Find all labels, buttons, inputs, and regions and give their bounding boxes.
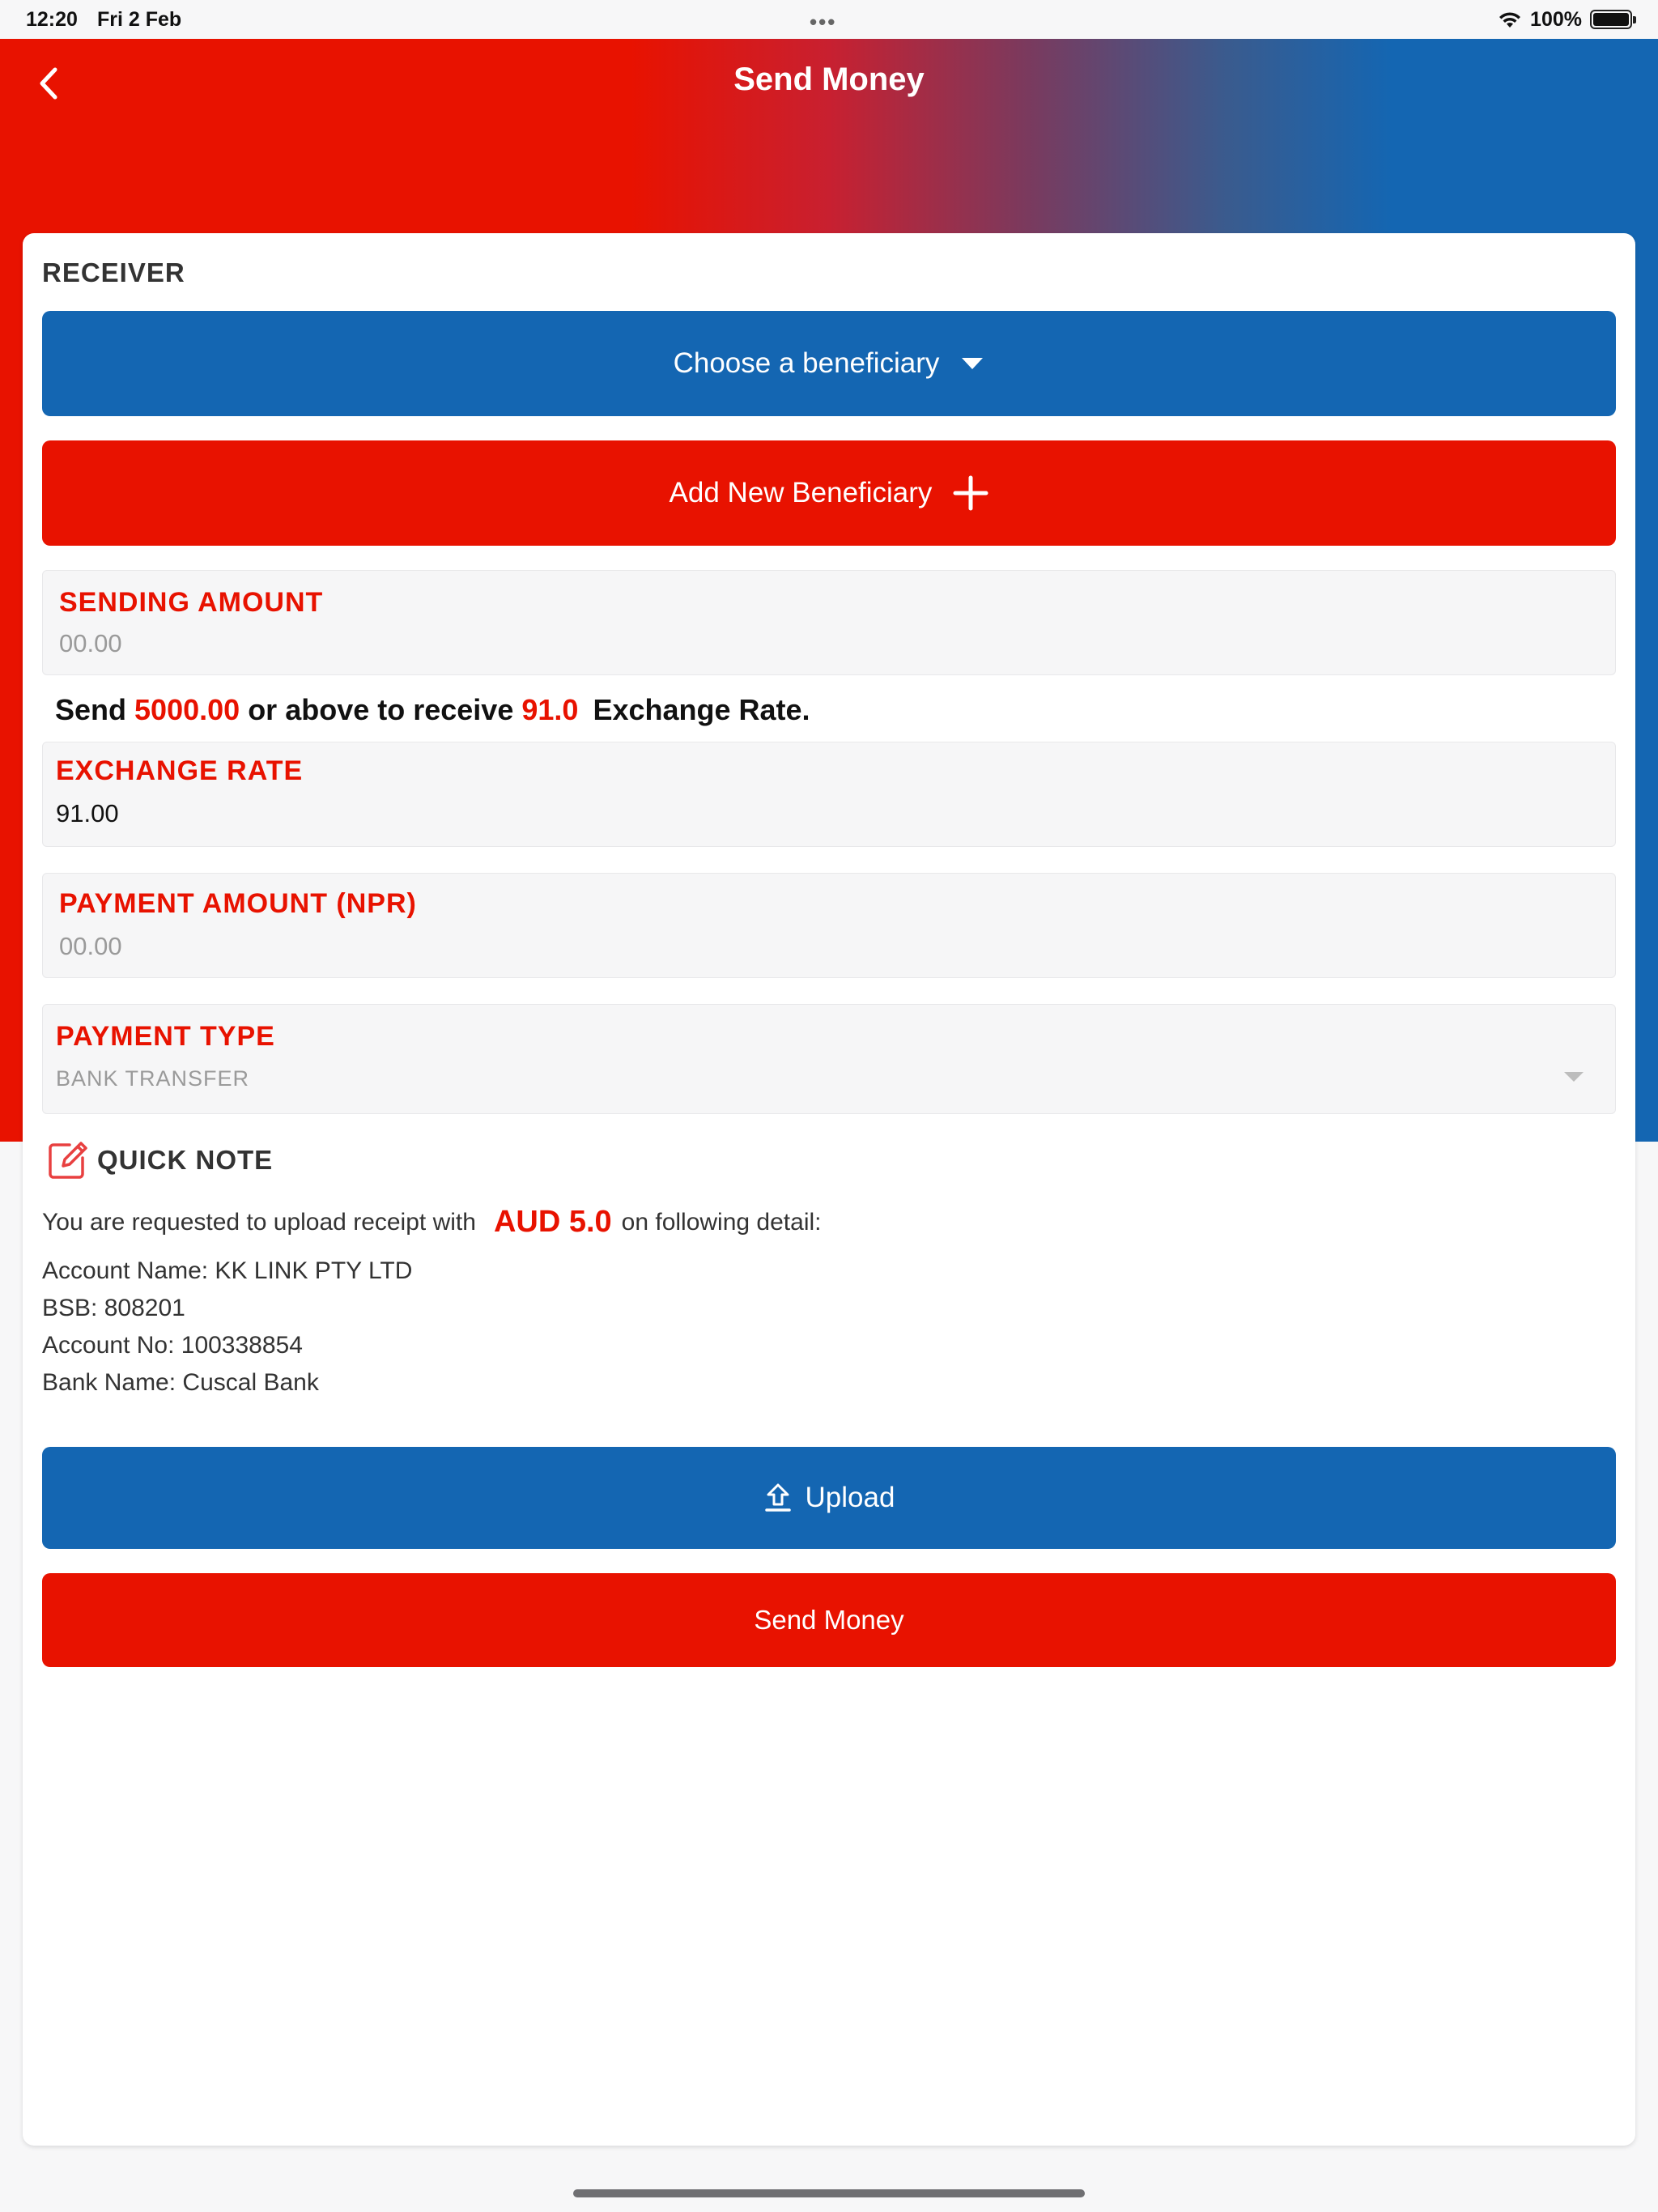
battery-icon (1590, 10, 1632, 29)
promo-rate: 91.0 (521, 693, 579, 726)
request-suffix: on following detail: (621, 1208, 822, 1236)
request-prefix: You are requested to upload receipt with (42, 1208, 476, 1236)
add-new-beneficiary-button[interactable] (42, 440, 1616, 546)
account-number-text: Account No: 100338854 (42, 1332, 303, 1359)
send-money-label: Send Money (754, 1605, 904, 1635)
status-time: 12:20 (26, 7, 78, 31)
choose-beneficiary-label: Choose a beneficiary (673, 347, 940, 379)
request-amount: AUD 5.0 (493, 1205, 612, 1239)
payment-amount-input[interactable]: 00.00 (59, 932, 122, 960)
upload-label: Upload (805, 1482, 895, 1513)
quick-note-label: QUICK NOTE (97, 1145, 274, 1175)
multitasking-dots[interactable]: ••• (810, 10, 837, 34)
payment-type-select[interactable] (42, 1004, 1616, 1114)
battery-percent: 100% (1530, 7, 1582, 31)
send-money-button[interactable] (42, 1573, 1616, 1667)
status-bar (0, 0, 1658, 39)
plus-icon (953, 475, 988, 511)
home-indicator[interactable] (573, 2189, 1085, 2197)
account-name-text: Account Name: KK LINK PTY LTD (42, 1257, 413, 1284)
status-date: Fri 2 Feb (96, 7, 182, 31)
payment-type-value: BANK TRANSFER (56, 1066, 250, 1091)
bsb-text: BSB: 808201 (42, 1295, 185, 1321)
exchange-rate-label: EXCHANGE RATE (56, 755, 304, 786)
promo-amount: 5000.00 (134, 693, 240, 726)
sending-amount-field[interactable] (42, 570, 1616, 675)
caret-down-icon (960, 356, 984, 371)
payment-amount-label: PAYMENT AMOUNT (NPR) (59, 888, 417, 919)
sending-amount-input[interactable]: 00.00 (59, 629, 122, 657)
send-money-form-card (23, 233, 1635, 2146)
exchange-rate-value: 91.00 (56, 799, 119, 827)
promo-prefix: Send (55, 693, 127, 726)
promo-suffix: Exchange Rate. (593, 693, 810, 726)
receiver-section-label: RECEIVER (42, 257, 185, 287)
add-new-beneficiary-label: Add New Beneficiary (669, 477, 933, 508)
upload-request-text (42, 1205, 821, 1240)
wifi-icon (1498, 10, 1522, 29)
quick-note-header (45, 1138, 273, 1182)
page-title: Send Money (733, 62, 925, 97)
promo-middle: or above to receive (248, 693, 514, 726)
navigation-bar (0, 39, 1658, 128)
select-caret-icon (1563, 1071, 1584, 1083)
exchange-rate-promo (55, 693, 810, 727)
exchange-rate-field (42, 742, 1616, 847)
sending-amount-label: SENDING AMOUNT (59, 587, 324, 618)
bank-name-text: Bank Name: Cuscal Bank (42, 1369, 319, 1396)
choose-beneficiary-dropdown[interactable] (42, 311, 1616, 416)
edit-note-icon (45, 1138, 89, 1182)
payment-amount-field[interactable] (42, 873, 1616, 978)
payment-type-label: PAYMENT TYPE (56, 1021, 275, 1052)
upload-icon (763, 1482, 793, 1514)
upload-button[interactable] (42, 1447, 1616, 1549)
